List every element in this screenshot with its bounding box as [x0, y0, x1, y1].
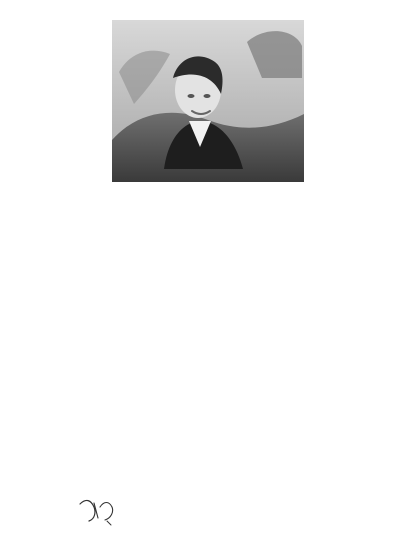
- portrait-photo-graphic: [112, 20, 304, 182]
- portrait-photo: [112, 20, 304, 182]
- body-text-block: [108, 200, 378, 500]
- signature-area: [76, 494, 120, 530]
- signature-mark-icon: [76, 494, 120, 530]
